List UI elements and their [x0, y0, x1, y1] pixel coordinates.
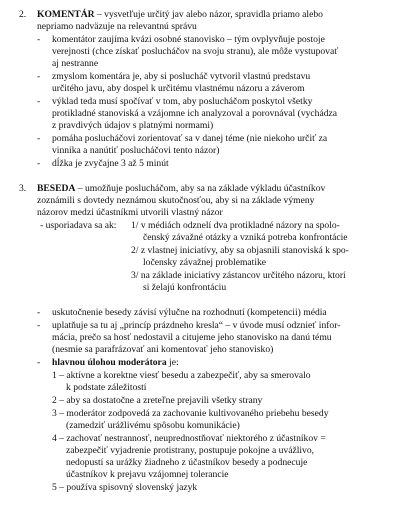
bullet-line: aj nestranne — [52, 58, 99, 69]
arrangement-label: - usporiadava sa ak: — [40, 220, 117, 231]
bullet-line: komentátor zaujíma kvázi osobné stanovisko – tým ovplyvňuje postoje — [52, 34, 325, 45]
moderator-line: nedopustí sa urážky žiadneho z účastníkov besedy a podnecuje — [66, 457, 308, 468]
bullet-line: uskutočnenie besedy závisí výlučne na rozhodnutí (kompetencii) média — [52, 307, 327, 318]
arrangement-line: čenský závažné otázky a vzniká potreba konfrontácie — [143, 232, 348, 243]
bullet-dash: - — [37, 320, 41, 331]
bullet-line: z pravdivých údajov s platnými normami) — [52, 120, 214, 131]
bullet-line: uplatňuje sa tu aj „princíp prázdneho kresla“ – v úvode musí odznieť infor- — [52, 320, 341, 331]
moderator-line: 1 – aktívne a korektne viesť besedu a zabezpečiť, aby sa smerovalo — [52, 370, 311, 381]
moderator-line: zabezpečiť vyjadrenie protistrany, postupuje pokojne a uvážlivo, — [66, 445, 315, 456]
section-number: 2. — [19, 9, 27, 20]
bullet-line: vinníka a nanútiť poslucháčovi tento názor) — [52, 145, 220, 156]
bullet-dash: - — [37, 96, 41, 107]
section-heading: KOMENTÁR — [37, 9, 95, 20]
moderator-line: (zamedziť urážlivému spôsobu komunikácie) — [66, 420, 240, 431]
bullet-dash: - — [37, 71, 41, 82]
bullet-line: protikladné stanoviská a vzájomne ich analyzoval a porovnával (vychádza — [52, 108, 338, 119]
moderator-line: k podstate záležitostí — [66, 382, 147, 393]
section-lead-line: zoznámili s dovtedy neznámou skutočnosťou, aby si na základe výmeny — [37, 195, 315, 206]
section-lead-line: nepriamo nadväzuje na relevantnú správu — [37, 21, 197, 32]
arrangement-line: 2/ z vlastnej iniciatívy, aby sa objasnili stanoviská k spo- — [131, 245, 349, 256]
bullet-line: verejnosti (chce získať poslucháčov na svoju stranu), ale môže vystupovať — [52, 46, 339, 57]
bullet-dash: - — [37, 158, 41, 169]
bullet-line: (nesmie sa parafrázovať ani komentovať jeho stanovisko) — [52, 344, 274, 355]
bullet-dash: - — [37, 34, 41, 45]
moderator-line: účastníkov k prejavu vzájomnej tolerancie — [66, 469, 229, 480]
bullet-line: určitého javu, aby dospel k určitému vlastnému názoru a záverom — [52, 83, 305, 94]
moderator-line: 3 – moderátor zodpovedá za zachovanie kultivovaného priebehu besedy — [52, 408, 329, 419]
moderator-heading: hlavnou úlohou moderátora — [52, 357, 167, 368]
bullet-line: výklad teda musí spočívať v tom, aby poslucháčom poskytol všetky — [52, 96, 313, 107]
moderator-line: 5 – používa spisovný slovenský jazyk — [52, 482, 198, 493]
bullet-line: dĺžka je zvyčajne 3 až 5 minút — [52, 158, 169, 169]
section-heading: BESEDA — [37, 183, 76, 194]
bullet-line: pomáha poslucháčovi zorientovať sa v danej téme (nie niekoho určiť za — [52, 133, 328, 144]
arrangement-line: ločensky závažnej problematike — [143, 257, 267, 268]
bullet-line: mácia, prečo sa hosť nedostavil a citujeme jeho stanovisko na danú tému — [52, 332, 332, 343]
bullet-dash: - — [37, 133, 41, 144]
section-lead-line: KOMENTÁR – vysvetľuje určitý jav alebo názor, spravidla priamo alebo — [37, 9, 323, 20]
section-number: 3. — [19, 183, 27, 194]
bullet-dash: - — [37, 357, 41, 368]
section-lead-line: názorov medzi účastníkmi utvorili vlastný názor — [37, 207, 223, 218]
section-lead-line: BESEDA – umožňuje poslucháčom, aby sa na základe výkladu účastníkov — [37, 183, 326, 194]
arrangement-line: si želajú konfrontáciu — [143, 282, 227, 293]
arrangement-line: 3/ na základe iniciatívy zástancov určitého názoru, ktorí — [131, 270, 346, 281]
arrangement-line: 1/ v médiách odznelí dva protikladné názory na spolo- — [131, 220, 340, 231]
bullet-dash: - — [37, 307, 41, 318]
moderator-line: 4 – zachovať nestrannosť, neuprednostňovať niektorého z účastníkov = — [52, 433, 326, 444]
bullet-line: hlavnou úlohou moderátora je: — [52, 357, 179, 368]
bullet-line: zmyslom komentára je, aby si poslucháč vytvoril vlastnú predstavu — [52, 71, 311, 82]
moderator-line: 2 – aby sa dostatočne a zreteľne prejavili všetky strany — [52, 395, 263, 406]
